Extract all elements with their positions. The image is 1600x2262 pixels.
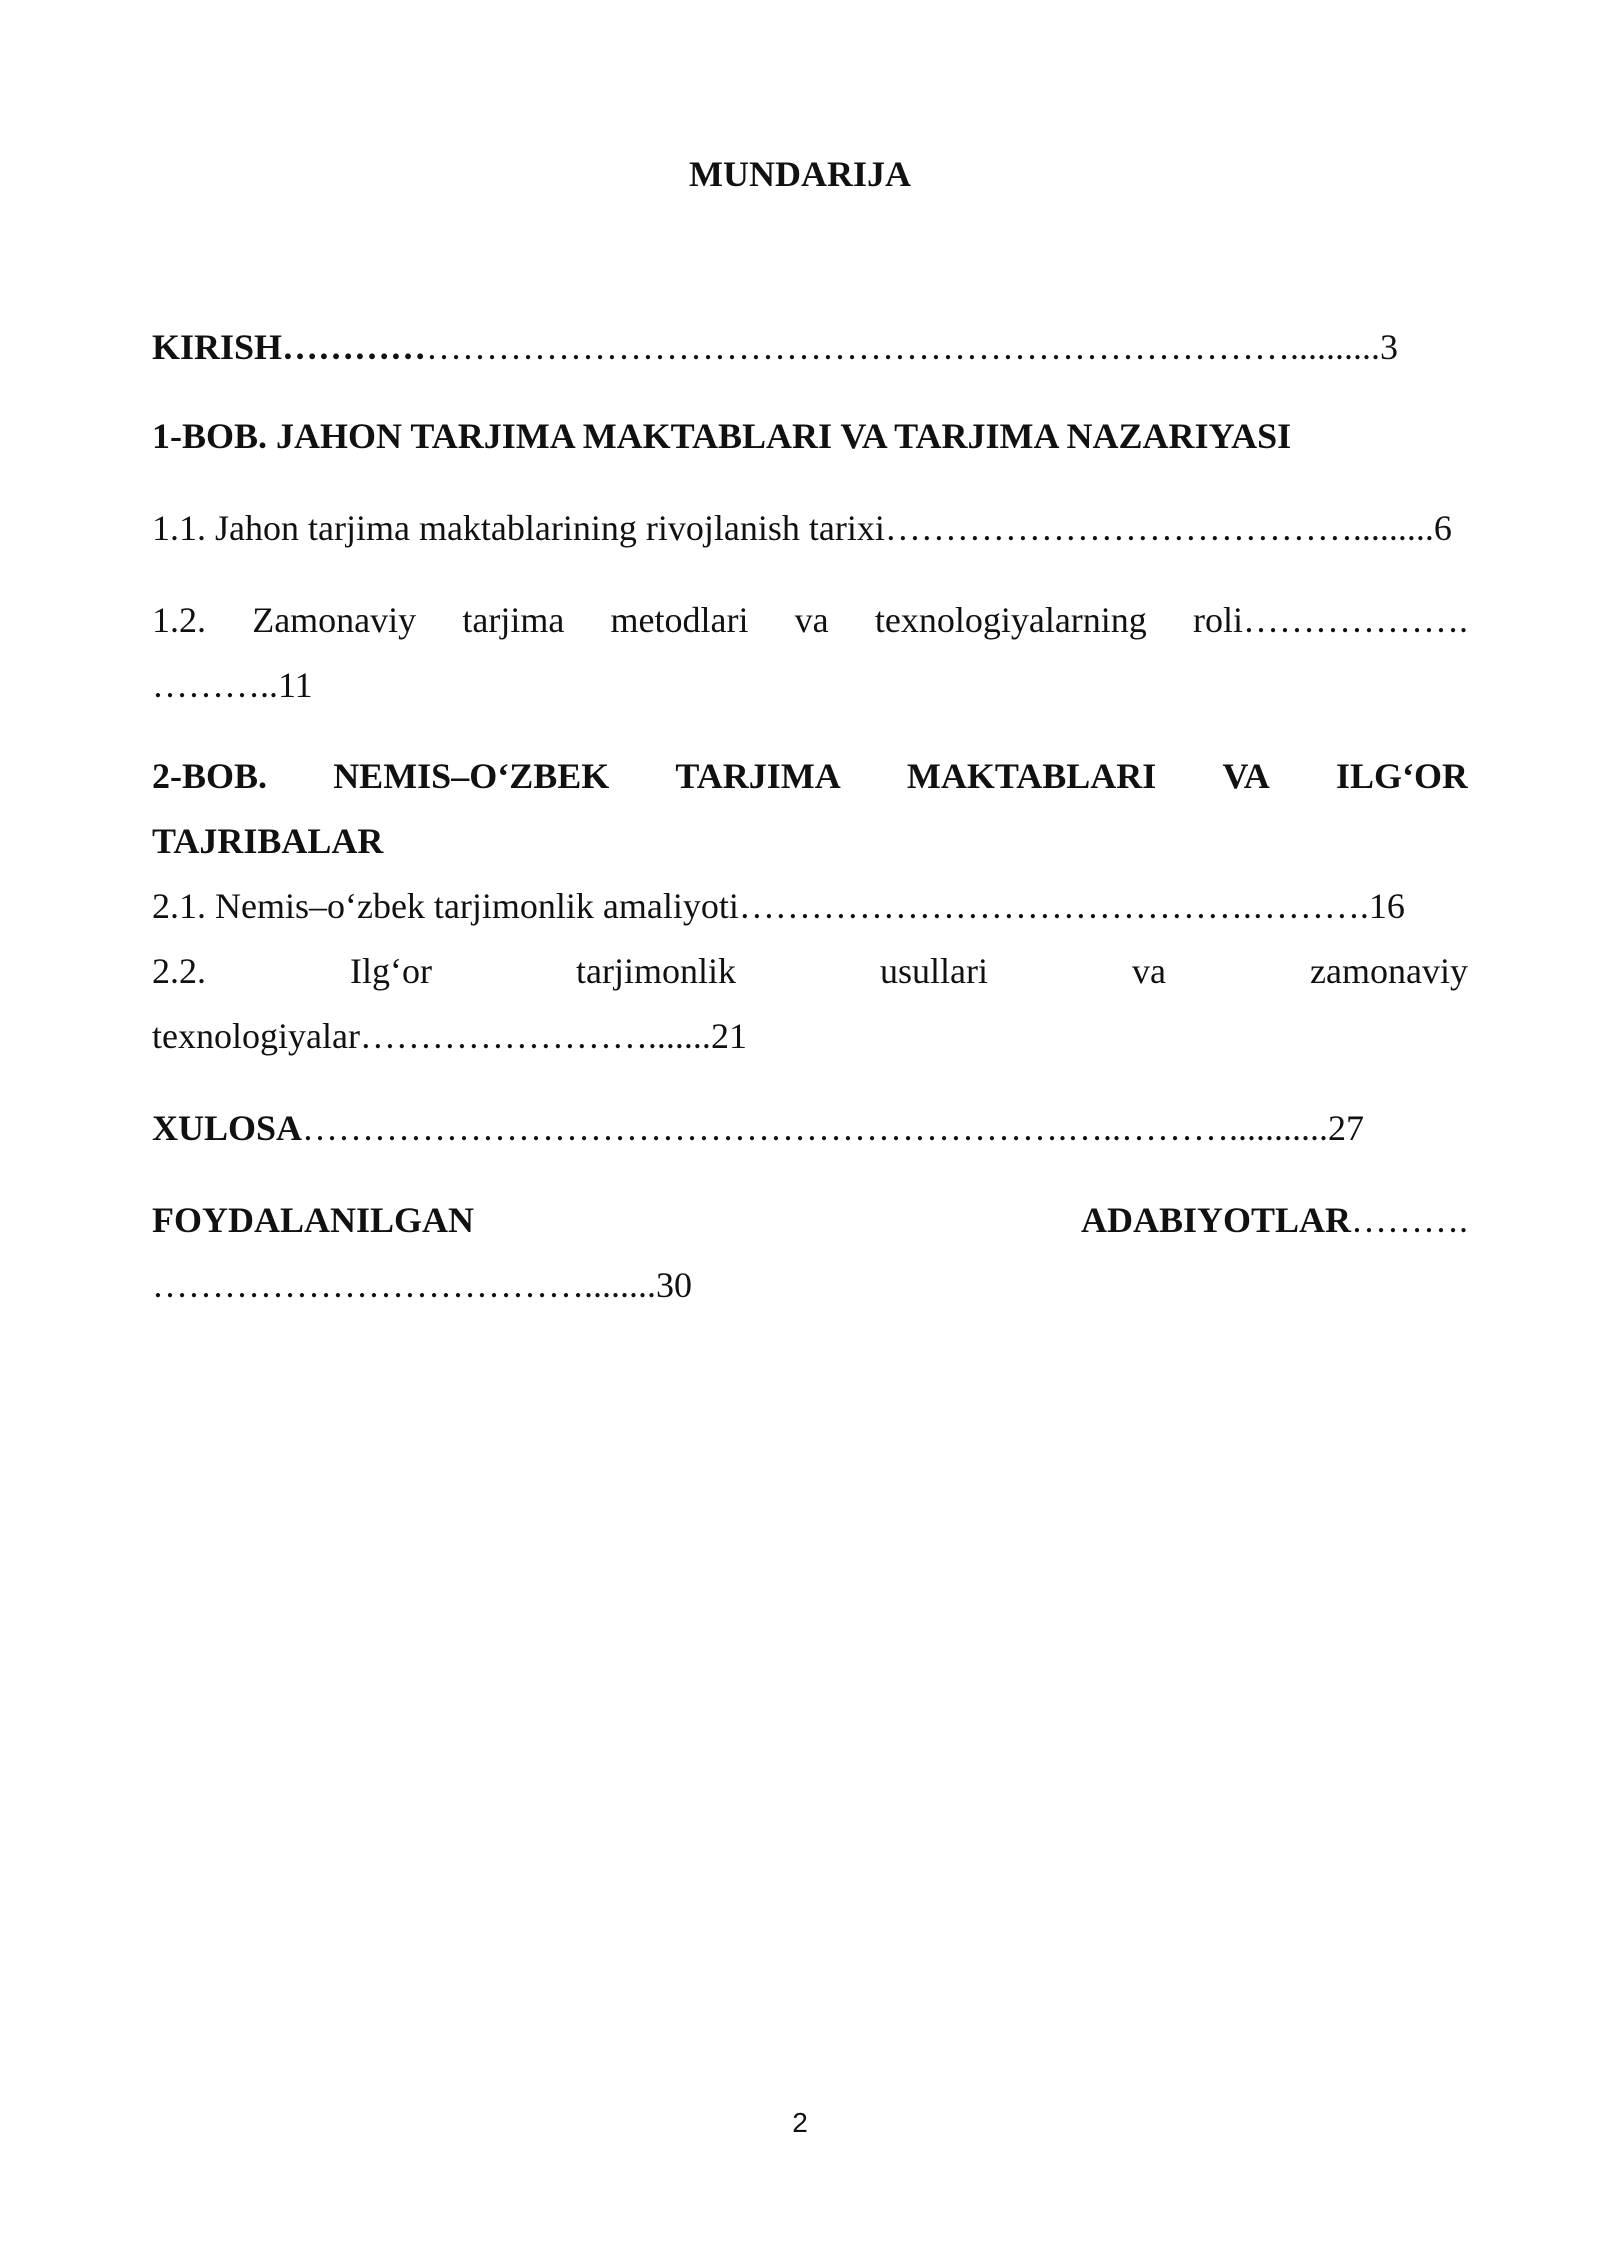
page-title: MUNDARIJA — [689, 154, 911, 194]
toc-leader: ……….. — [152, 665, 278, 705]
toc-word: tarjima — [462, 600, 565, 640]
toc-entry-kirish — [152, 325, 1468, 369]
toc-word: MAKTABLARI — [906, 756, 1157, 796]
toc-entry-2-2 — [152, 949, 1468, 993]
toc-word: tarjimonlik — [576, 951, 736, 991]
toc-word: VA — [1222, 756, 1270, 796]
toc-word: FOYDALANILGAN — [152, 1200, 475, 1240]
toc-chapter-2-continuation: TAJRIBALAR — [152, 821, 384, 861]
toc-leader: ………. — [1351, 1200, 1468, 1240]
toc-entry-2-2-continuation — [152, 1014, 1468, 1058]
toc-leader: …………………………………......... — [884, 508, 1434, 548]
toc-word: ADABIYOTLAR — [1080, 1200, 1351, 1240]
toc-leader: ……………………………………………………………….......... — [426, 327, 1381, 367]
toc-label: 2.1. Nemis–o‘zbek tarjimonlik amaliyoti — [152, 886, 739, 926]
toc-word: 1.2. — [152, 600, 206, 640]
toc-label: 1.1. Jahon tarjima maktablarining rivojlanish tarixi — [152, 508, 885, 548]
toc-entry-references — [152, 1198, 1468, 1242]
toc-chapter-1: 1-BOB. JAHON TARJIMA MAKTABLARI VA TARJIMA NAZARIYASI — [152, 416, 1292, 456]
toc-word: va — [1132, 951, 1166, 991]
toc-chapter-2 — [152, 754, 1468, 798]
toc-word: Zamonaviy — [252, 600, 417, 640]
toc-word: Ilg‘or — [350, 951, 432, 991]
toc-word: ILG‘OR — [1335, 756, 1468, 796]
toc-page-number: 21 — [710, 1016, 747, 1056]
toc-label: KIRISH………… — [152, 327, 427, 367]
toc-word: va — [794, 600, 829, 640]
toc-word: texnologiyalarning — [874, 600, 1147, 640]
page-number: 2 — [792, 2107, 808, 2138]
toc-entry-1-2-continuation — [152, 663, 1468, 707]
toc-label: XULOSA — [152, 1108, 303, 1148]
toc-word: zamonaviy — [1310, 951, 1468, 991]
toc-page-number: 6 — [1433, 508, 1452, 548]
toc-word: roli………………. — [1193, 600, 1468, 640]
toc-page-number: 16 — [1368, 886, 1405, 926]
toc-word: NEMIS–O‘ZBEK — [333, 756, 610, 796]
toc-entry-references-continuation — [152, 1263, 1468, 1307]
toc-entry-2-1 — [152, 884, 1468, 928]
toc-word: usullari — [880, 951, 988, 991]
toc-entry-1-1 — [152, 506, 1468, 550]
toc-page-number: 11 — [278, 665, 313, 705]
toc-word: metodlari — [610, 600, 749, 640]
toc-entry-xulosa — [152, 1106, 1468, 1150]
toc-leader: texnologiyalar……………………....... — [152, 1016, 711, 1056]
toc-leader: …………………………………….………. — [738, 886, 1369, 926]
toc-word: 2.2. — [152, 951, 206, 991]
toc-word: 2-BOB. — [152, 756, 268, 796]
toc-word: TARJIMA — [675, 756, 841, 796]
toc-page-number: 3 — [1380, 327, 1399, 367]
toc-page-number: 27 — [1328, 1108, 1365, 1148]
toc-word-group — [1081, 1198, 1468, 1242]
toc-leader: ……………………………………………………….…..………........... — [302, 1108, 1329, 1148]
toc-leader: ………………………………........ — [152, 1265, 656, 1305]
toc-entry-1-2 — [152, 598, 1468, 642]
toc-page-number: 30 — [656, 1265, 692, 1305]
